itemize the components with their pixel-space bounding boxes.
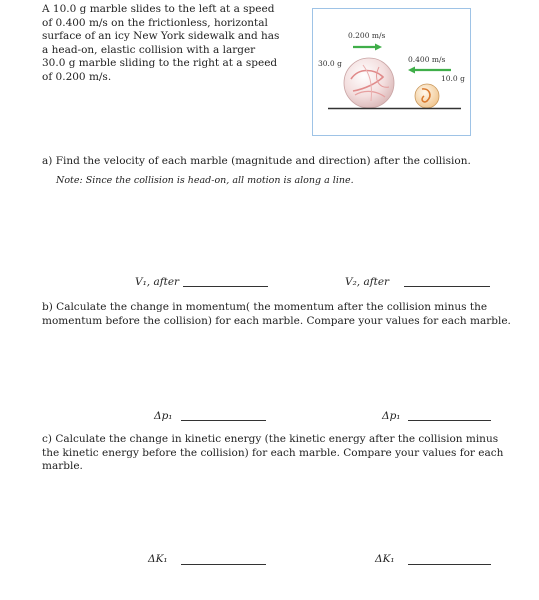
- delta-p2-label: Δp₁: [382, 410, 401, 422]
- small-marble-speed-label: 0.400 m/s: [408, 55, 446, 64]
- delta-k1-answer-blank[interactable]: [181, 564, 266, 565]
- delta-k2-label: ΔK₁: [375, 553, 395, 565]
- large-marble-speed-label: 0.200 m/s: [348, 31, 386, 40]
- collision-figure: [312, 8, 471, 136]
- part-c-question: c) Calculate the change in kinetic energy (the kinetic energy after the collision minus the kinetic energy before the collision) for each marble. Compare your values for each marble.: [42, 433, 504, 473]
- large-marble-icon: [344, 58, 394, 108]
- delta-k2-answer-blank[interactable]: [408, 564, 491, 565]
- part-a-question: a) Find the velocity of each marble (magnitude and direction) after the collision.: [42, 155, 471, 167]
- v2-answer-blank[interactable]: [404, 286, 490, 287]
- part-b-question: b) Calculate the change in momentum( the momentum after the collision minus the momentum before the collision) for each marble. Compare your values for each marble.: [42, 301, 511, 327]
- v1-answer-blank[interactable]: [183, 286, 268, 287]
- small-marble-icon: [415, 84, 439, 108]
- problem-intro: A 10.0 g marble slides to the left at a speed of 0.400 m/s on the frictionless, horizontal surface of an icy New York sidewalk and has a head-on, elastic collision with a larger 30.0 g marble sliding to the right at a speed of 0.200 m/s.: [42, 3, 280, 83]
- v1-after-label: V₁, after: [135, 276, 180, 288]
- delta-k1-label: ΔK₁: [148, 553, 168, 565]
- large-marble-mass-label: 30.0 g: [318, 59, 342, 68]
- part-a-note: Note: Since the collision is head-on, all motion is along a line.: [56, 175, 354, 186]
- delta-p2-answer-blank[interactable]: [408, 420, 491, 421]
- delta-p1-answer-blank[interactable]: [181, 420, 266, 421]
- right-arrow-icon: [353, 44, 382, 51]
- small-marble-mass-label: 10.0 g: [441, 74, 465, 83]
- left-arrow-icon: [408, 67, 451, 74]
- delta-p1-label: Δp₁: [154, 410, 173, 422]
- collision-diagram: [313, 9, 469, 134]
- v2-after-label: V₂, after: [345, 276, 390, 288]
